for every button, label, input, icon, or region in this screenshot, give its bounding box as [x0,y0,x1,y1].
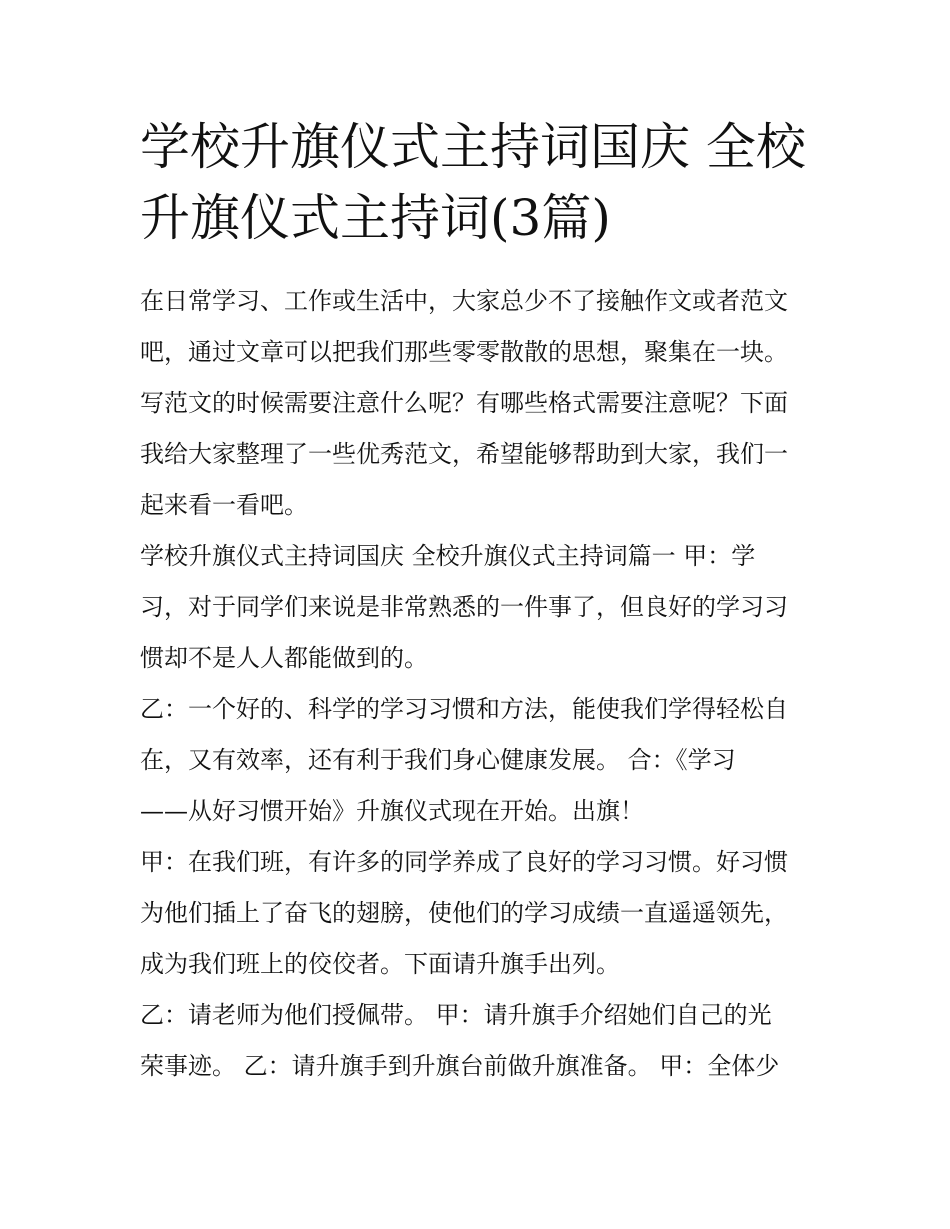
body-line: 为他们插上了奋飞的翅膀，使他们的学习成绩一直遥遥领先， [140,899,788,927]
body-line: 在日常学习、工作或生活中，大家总少不了接触作文或者范文 [140,287,788,315]
body-line: 学校升旗仪式主持词国庆 全校升旗仪式主持词篇一 甲：学 [140,542,756,570]
body-line: 乙：请老师为他们授佩带。 甲：请升旗手介绍她们自己的光 [140,1001,772,1029]
body-line: 在，又有效率，还有利于我们身心健康发展。 合：《学习 [140,746,736,774]
document-title [140,112,820,254]
body-line: 习，对于同学们来说是非常熟悉的一件事了，但良好的学习习 [140,593,788,621]
title-line-1: 学校升旗仪式主持词国庆 全校 [140,118,806,176]
document-body [140,276,820,1092]
title-line-2: 升旗仪式主持词(3篇) [140,189,611,247]
body-line: 荣事迹。 乙：请升旗手到升旗台前做升旗准备。 甲：全体少 [140,1052,780,1080]
body-line: 甲：在我们班，有许多的同学养成了良好的学习习惯。好习惯 [140,848,788,876]
body-line: 吧，通过文章可以把我们那些零零散散的思想，聚集在一块。 [140,338,788,366]
body-line: 乙：一个好的、科学的学习习惯和方法，能使我们学得轻松自 [140,695,788,723]
body-line: 惯却不是人人都能做到的。 [140,644,428,672]
body-line: 成为我们班上的佼佼者。下面请升旗手出列。 [140,950,620,978]
body-line: ——从好习惯开始》升旗仪式现在开始。出旗！ [140,797,644,825]
body-line: 我给大家整理了一些优秀范文，希望能够帮助到大家，我们一 [140,440,788,468]
body-line: 写范文的时候需要注意什么呢？有哪些格式需要注意呢？下面 [140,389,788,417]
body-line: 起来看一看吧。 [140,491,308,519]
